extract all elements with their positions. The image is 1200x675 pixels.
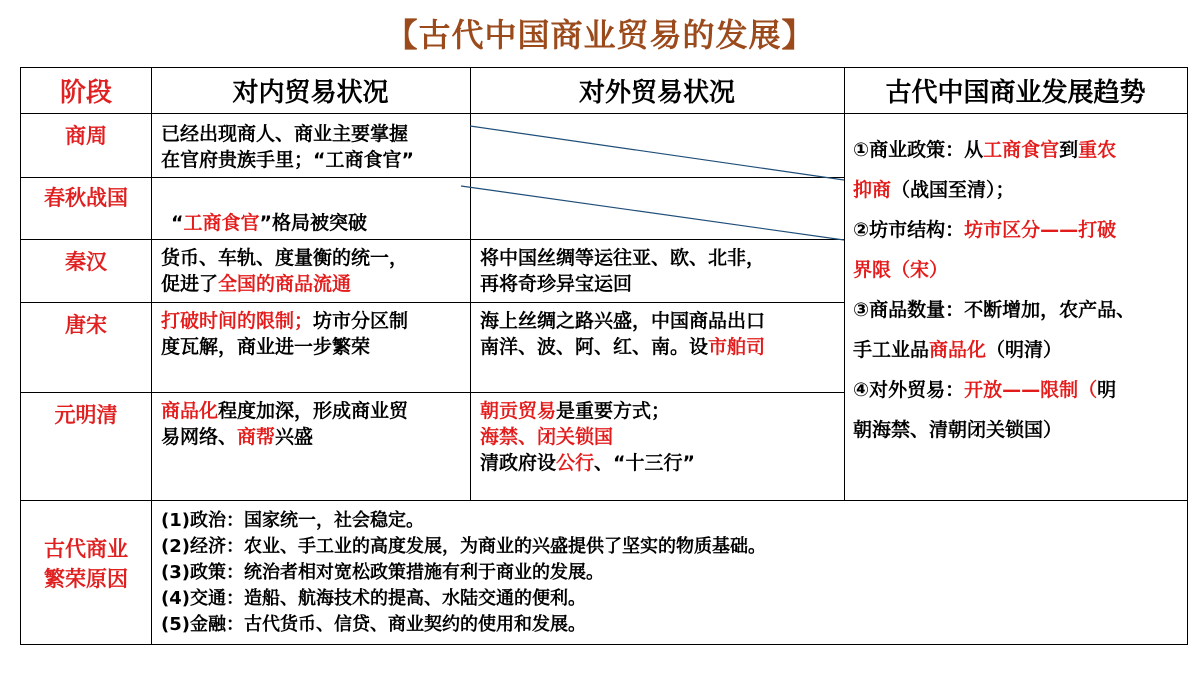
domestic-ymq-line1: [161, 398, 408, 424]
domestic-shangzhou-line1: 已经出现商人、商业主要掌握: [161, 123, 409, 145]
domestic-yuanmingqing: [161, 398, 408, 450]
text-span: 到: [1059, 139, 1079, 161]
trend-line-4: 界限（宋）: [853, 259, 949, 281]
header-stage: 阶段: [59, 78, 112, 108]
domestic-qinhan-line1: 货币、车轨、度量衡的统一，: [161, 247, 409, 269]
header-foreign: 对外贸易状况: [578, 78, 735, 108]
text-span: 程度加深，形成商业贸: [218, 400, 409, 422]
header-trend: 古代中国商业发展趋势: [885, 78, 1146, 108]
row-divider-5: [21, 500, 1187, 501]
stage-shangzhou: 商周: [65, 124, 107, 148]
foreign-qinhan-line2: 再将奇珍异宝运回: [480, 273, 633, 295]
slash-line-2: [461, 186, 844, 240]
domestic-tangsong-line1: [161, 308, 408, 334]
foreign-tangsong: [480, 308, 765, 360]
trade-table: [20, 67, 1188, 645]
text-span: 清政府设: [480, 452, 557, 474]
foreign-ymq-line3: [480, 450, 695, 476]
slash-line-1: [470, 126, 844, 180]
row-divider-4: [21, 392, 844, 393]
trend-list: [853, 130, 1183, 450]
reasons-label-line1: 古代商业: [44, 537, 128, 561]
text-span: 手工业品: [853, 339, 930, 361]
domestic-shangzhou-line2: 在官府贵族手里；“工商食官”: [161, 149, 414, 171]
reasons-label-line2: 繁荣原因: [44, 567, 128, 591]
foreign-ymq-line1: [480, 398, 695, 424]
reason-item: (5)金融：古代货币、信贷、商业契约的使用和发展。: [161, 614, 586, 635]
domestic-tangsong-line2: 度瓦解，商业进一步繁荣: [161, 336, 371, 358]
highlight-span: 商品化: [929, 339, 987, 361]
text-span: ④对外贸易：: [853, 379, 965, 401]
trend-line-3: [853, 210, 1183, 250]
trend-line-2: [853, 170, 1183, 210]
reason-item: (4)交通：造船、航海技术的提高、水陆交通的便利。: [161, 588, 586, 609]
foreign-tangsong-line1: 海上丝绸之路兴盛，中国商品出口: [480, 310, 766, 332]
stage-yuanmingqing: 元明清: [54, 403, 118, 427]
highlight-span: 工商食官: [983, 139, 1060, 161]
domestic-tangsong: [161, 308, 408, 360]
row-divider-3: [21, 302, 844, 303]
foreign-tangsong-line2: [480, 334, 765, 360]
highlight-span: 重农: [1078, 139, 1117, 161]
stage-qinhan: 秦汉: [65, 250, 107, 274]
trend-line-5: ③商品数量：不断增加，农产品、: [853, 299, 1136, 321]
page-title: 【古代中国商业贸易的发展】: [385, 16, 815, 54]
domestic-shangzhou: [161, 121, 414, 173]
text-span: 南洋、波、阿、红、南。设: [480, 336, 709, 358]
highlight-span: 商帮: [237, 426, 276, 448]
stage-reasons: [21, 534, 151, 594]
text-span: ”格局被突破: [259, 212, 368, 234]
reason-item: (2)经济：农业、手工业的高度发展，为商业的兴盛提供了坚实的物质基础。: [161, 536, 766, 557]
text-span: （战国至清）；: [891, 179, 1015, 201]
domestic-qinhan-line2: [161, 271, 408, 297]
highlight-span: 全国的商品流通: [218, 273, 352, 295]
highlight-span: 坊市区分——打破: [964, 219, 1117, 241]
trend-line-7: [853, 370, 1183, 410]
text-span: 明: [1097, 379, 1117, 401]
foreign-qinhan-line1: 将中国丝绸等运往亚、欧、北非，: [480, 247, 766, 269]
highlight-span: 抑商: [853, 179, 892, 201]
highlight-span: 公行: [556, 452, 595, 474]
domestic-qinhan: [161, 245, 408, 297]
highlight-span: 打破时间的限制；: [161, 310, 314, 332]
text-span: （明清）: [986, 339, 1063, 361]
text-span: 促进了: [161, 273, 219, 295]
trend-line-8: 朝海禁、清朝闭关锁国）: [853, 419, 1063, 441]
reasons-list: [161, 508, 766, 638]
domestic-ymq-line2: [161, 424, 408, 450]
foreign-yuanmingqing: [480, 398, 695, 476]
highlight-span: 工商食官: [183, 212, 260, 234]
highlight-span: 朝贡贸易: [480, 400, 557, 422]
text-span: ①商业政策：从: [853, 139, 984, 161]
trend-line-1: [853, 130, 1183, 170]
reason-item: (1)政治：国家统一，社会稳定。: [161, 510, 424, 531]
highlight-span: 开放——限制（: [964, 379, 1098, 401]
highlight-span: 商品化: [161, 400, 219, 422]
text-span: ②坊市结构：: [853, 219, 965, 241]
foreign-ymq-line2: 海禁、闭关锁国: [480, 426, 614, 448]
highlight-span: 市舶司: [708, 336, 766, 358]
foreign-qinhan: [480, 245, 765, 297]
stage-chunqiu: 春秋战国: [44, 186, 128, 210]
trend-line-6: [853, 330, 1183, 370]
text-span: 、“十三行”: [594, 452, 696, 474]
header-domestic: 对内贸易状况: [232, 78, 389, 108]
text-span: “: [171, 212, 184, 234]
text-span: 易网络、: [161, 426, 238, 448]
domestic-chunqiu: [171, 210, 367, 236]
reason-item: (3)政策：统治者相对宽松政策措施有利于商业的发展。: [161, 562, 604, 583]
text-span: 兴盛: [275, 426, 314, 448]
stage-tangsong: 唐宋: [65, 313, 107, 337]
text-span: 坊市分区制: [313, 310, 409, 332]
text-span: 是重要方式；: [556, 400, 671, 422]
